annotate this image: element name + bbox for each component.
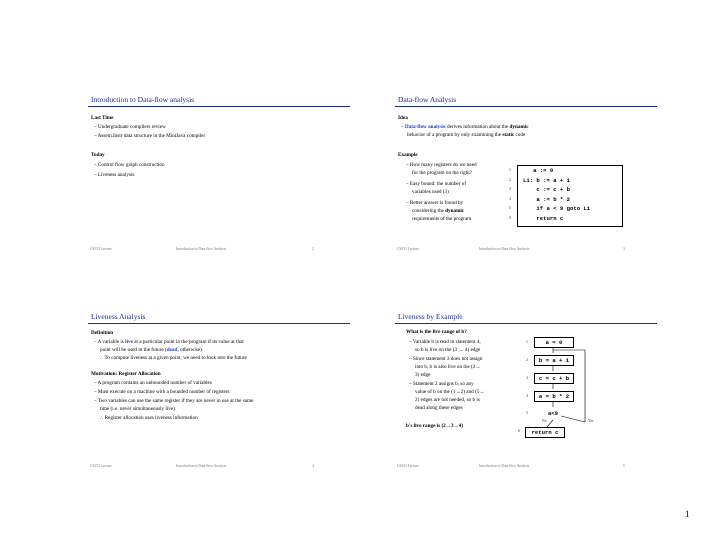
example-bullet: – Better answer is found by <box>406 200 464 206</box>
last-time-item: – Undergraduate compilers review <box>94 124 166 130</box>
code-line: c := c + b <box>523 186 570 193</box>
last-time-item: – Assem.Instr data structure in the MiniJava compiler <box>94 133 206 139</box>
motivation-heading: Motivation: Register Allocation <box>91 371 161 377</box>
today-item: – Control flow graph construction <box>94 162 165 168</box>
cfg-node-3: c = c + b <box>534 373 574 384</box>
node-number: 1 <box>526 340 528 344</box>
example-bullet-cont: requirements of the program <box>412 216 472 222</box>
slide-dataflow <box>395 88 657 258</box>
title-rule <box>88 323 350 324</box>
motivation-item: ∴ Register allocation uses liveness information <box>100 415 198 421</box>
definition-line: – A variable is live at a particular point in the program if its value at that <box>94 339 244 345</box>
footer-title: Introduction to Data-flow Analysis <box>479 247 530 251</box>
title-rule <box>88 106 350 107</box>
explanation-line: so b is live on the (3 → 4) edge <box>415 347 481 353</box>
footer-page: 3 <box>623 247 625 251</box>
explanation-line: – Statement 2 assigns b, so any <box>409 381 474 387</box>
line-number: 1 <box>509 168 511 172</box>
question: What is the live range of b? <box>406 329 467 335</box>
slide-intro <box>88 88 350 258</box>
idea-line: behavior of a program by only examining the static code <box>407 132 526 138</box>
footer-page: 4 <box>312 464 314 468</box>
line-number: 2 <box>509 178 511 182</box>
code-line: a := 0 <box>523 167 554 174</box>
idea-line: – Data-flow analysis derives information about the dynamic <box>401 124 529 130</box>
definition-line: point will be used in the future (dead, otherwise). <box>100 347 204 353</box>
definition-heading: Definition <box>91 330 114 336</box>
explanation-line: 3) edge <box>415 372 431 378</box>
line-number: 6 <box>509 216 511 220</box>
explanation-line: into b, b is also live on the (2→ <box>415 364 481 370</box>
edge-label-no: No <box>542 419 547 423</box>
footer-course: CS553 Lecture <box>397 464 419 468</box>
explanation-line: – Since statement 3 does not assign <box>409 356 483 362</box>
motivation-item: – Two variables can use the same register if they are never in use at the same <box>94 398 254 404</box>
cfg-node-6: return c <box>525 427 565 438</box>
node-number: 5 <box>526 411 528 415</box>
today-item: – Liveness analysis <box>94 172 135 178</box>
slide-title: Data-flow Analysis <box>398 95 457 104</box>
live-range-answer: b's live range is (2→3→4) <box>406 423 464 429</box>
example-bullet-cont: variables used (3) <box>412 189 449 195</box>
title-rule <box>395 106 657 107</box>
explanation-line: value of b on the (1→2) and (5→ <box>415 389 485 395</box>
code-line: return c <box>523 215 564 222</box>
footer-course: CS553 Lecture <box>397 247 419 251</box>
example-bullet: – How many registers do we need <box>406 162 477 168</box>
explanation-line: – Variable b is read in statement 4, <box>409 339 481 345</box>
cfg-node-1: a = 0 <box>534 337 574 348</box>
code-line: a := b * 2 <box>523 196 570 203</box>
cfg-edges <box>395 305 657 465</box>
code-line: L1: b := a + 1 <box>523 177 570 184</box>
code-listing <box>517 165 623 227</box>
footer-title: Introduction to Data-flow Analysis <box>479 464 530 468</box>
edge-label-yes: Yes <box>588 419 594 423</box>
motivation-item: – Must execute on a machine with a bounded number of registers <box>94 389 230 395</box>
today-heading: Today <box>91 152 105 158</box>
cfg-node-4: a = b * 2 <box>534 391 574 402</box>
slide-liveness-example <box>395 305 657 475</box>
explanation-line: dead along these edges <box>415 405 463 411</box>
edge-5-6-no <box>547 420 553 427</box>
footer-title: Introduction to Data-flow Analysis <box>176 464 227 468</box>
motivation-item: – A program contains an unbounded number of variables <box>94 380 212 386</box>
footer-course: CS553 Lecture <box>90 247 112 251</box>
cfg-node-5: a<9 <box>547 410 559 417</box>
example-bullet-cont: for the program on the right? <box>412 170 473 176</box>
line-number: 3 <box>509 187 511 191</box>
example-bullet-cont: considering the dynamic <box>412 208 465 214</box>
last-time-heading: Last Time <box>91 115 114 121</box>
footer-title: Introduction to Data-flow Analysis <box>176 247 227 251</box>
node-number: 3 <box>526 376 528 380</box>
code-line: if a < 9 goto L1 <box>523 205 591 212</box>
line-number: 5 <box>509 206 511 210</box>
slide-title: Liveness Analysis <box>91 312 146 321</box>
node-number: 6 <box>518 429 520 433</box>
idea-heading: Idea <box>398 115 408 121</box>
example-heading: Example <box>398 152 418 158</box>
definition-line: ∴ To compute liveness at a given point, we need to look into the future <box>100 355 247 361</box>
slide-liveness <box>88 305 350 475</box>
slide-title: Introduction to Data-flow analysis <box>91 95 195 104</box>
footer-course: CS553 Lecture <box>90 464 112 468</box>
footer-page: 5 <box>623 464 625 468</box>
page-number: 1 <box>685 509 690 519</box>
example-bullet: – Easy bound: the number of <box>406 181 467 187</box>
explanation-line: 2) edges are not needed, so b is <box>415 397 480 403</box>
slide-title: Liveness by Example <box>398 312 463 321</box>
node-number: 4 <box>526 394 528 398</box>
cfg-node-2: b = a + 1 <box>534 355 574 366</box>
motivation-item: time (i.e. never simultaneously live). <box>100 406 177 412</box>
line-number: 4 <box>509 197 511 201</box>
node-number: 2 <box>526 358 528 362</box>
footer-page: 2 <box>312 247 314 251</box>
